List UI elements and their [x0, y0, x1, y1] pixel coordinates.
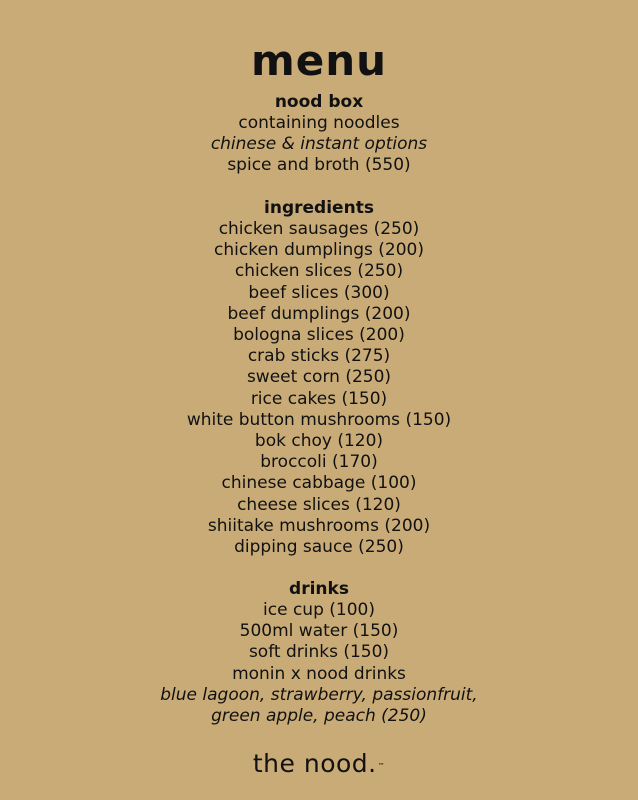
- menu-line: beef slices (300): [248, 282, 390, 303]
- menu-line: chicken slices (250): [234, 261, 404, 282]
- menu-line: containing noodles: [238, 113, 400, 133]
- section-heading: drinks: [289, 579, 349, 599]
- menu-line: bologna slices (200): [233, 325, 405, 346]
- menu-line: cheese slices (120): [237, 494, 401, 515]
- menu-line: chicken sausages (250): [218, 219, 420, 239]
- section-lines: [0, 600, 638, 727]
- menu-line: chicken dumplings (200): [214, 240, 424, 261]
- trademark-symbol: ™: [377, 762, 386, 770]
- section-heading: nood box: [274, 92, 364, 112]
- menu-line: beef dumplings (200): [227, 303, 411, 324]
- menu-line: 500ml water (150): [239, 621, 399, 642]
- section-nood-box: [0, 92, 638, 177]
- menu-line: chinese & instant options: [210, 134, 428, 155]
- section-lines: [0, 219, 638, 558]
- menu-line: blue lagoon, strawberry, passionfruit,: [160, 684, 478, 705]
- menu-line: soft drinks (150): [248, 642, 390, 663]
- menu-line: ice cup (100): [263, 600, 375, 620]
- menu-line: shiitake mushrooms (200): [207, 515, 431, 536]
- menu-line: monin x nood drinks: [232, 663, 406, 684]
- menu-line: broccoli (170): [260, 452, 378, 473]
- logo-text: the nood.: [252, 749, 377, 778]
- menu-line: chinese cabbage (100): [221, 473, 417, 494]
- section-ingredients: [0, 198, 638, 558]
- section-heading: ingredients: [264, 198, 374, 218]
- menu-line: dipping sauce (250): [234, 537, 404, 558]
- menu-title: menu: [250, 36, 388, 85]
- menu-line: sweet corn (250): [246, 367, 392, 388]
- menu-line: bok choy (120): [254, 431, 384, 452]
- menu-line: spice and broth (550): [227, 155, 411, 176]
- menu-line: green apple, peach (250): [211, 706, 427, 727]
- section-lines: [0, 113, 638, 177]
- menu-line: crab sticks (275): [247, 346, 391, 367]
- menu-line: rice cakes (150): [250, 388, 388, 409]
- section-drinks: [0, 579, 638, 727]
- menu-line: white button mushrooms (150): [186, 409, 452, 430]
- brand-logo: [0, 748, 638, 780]
